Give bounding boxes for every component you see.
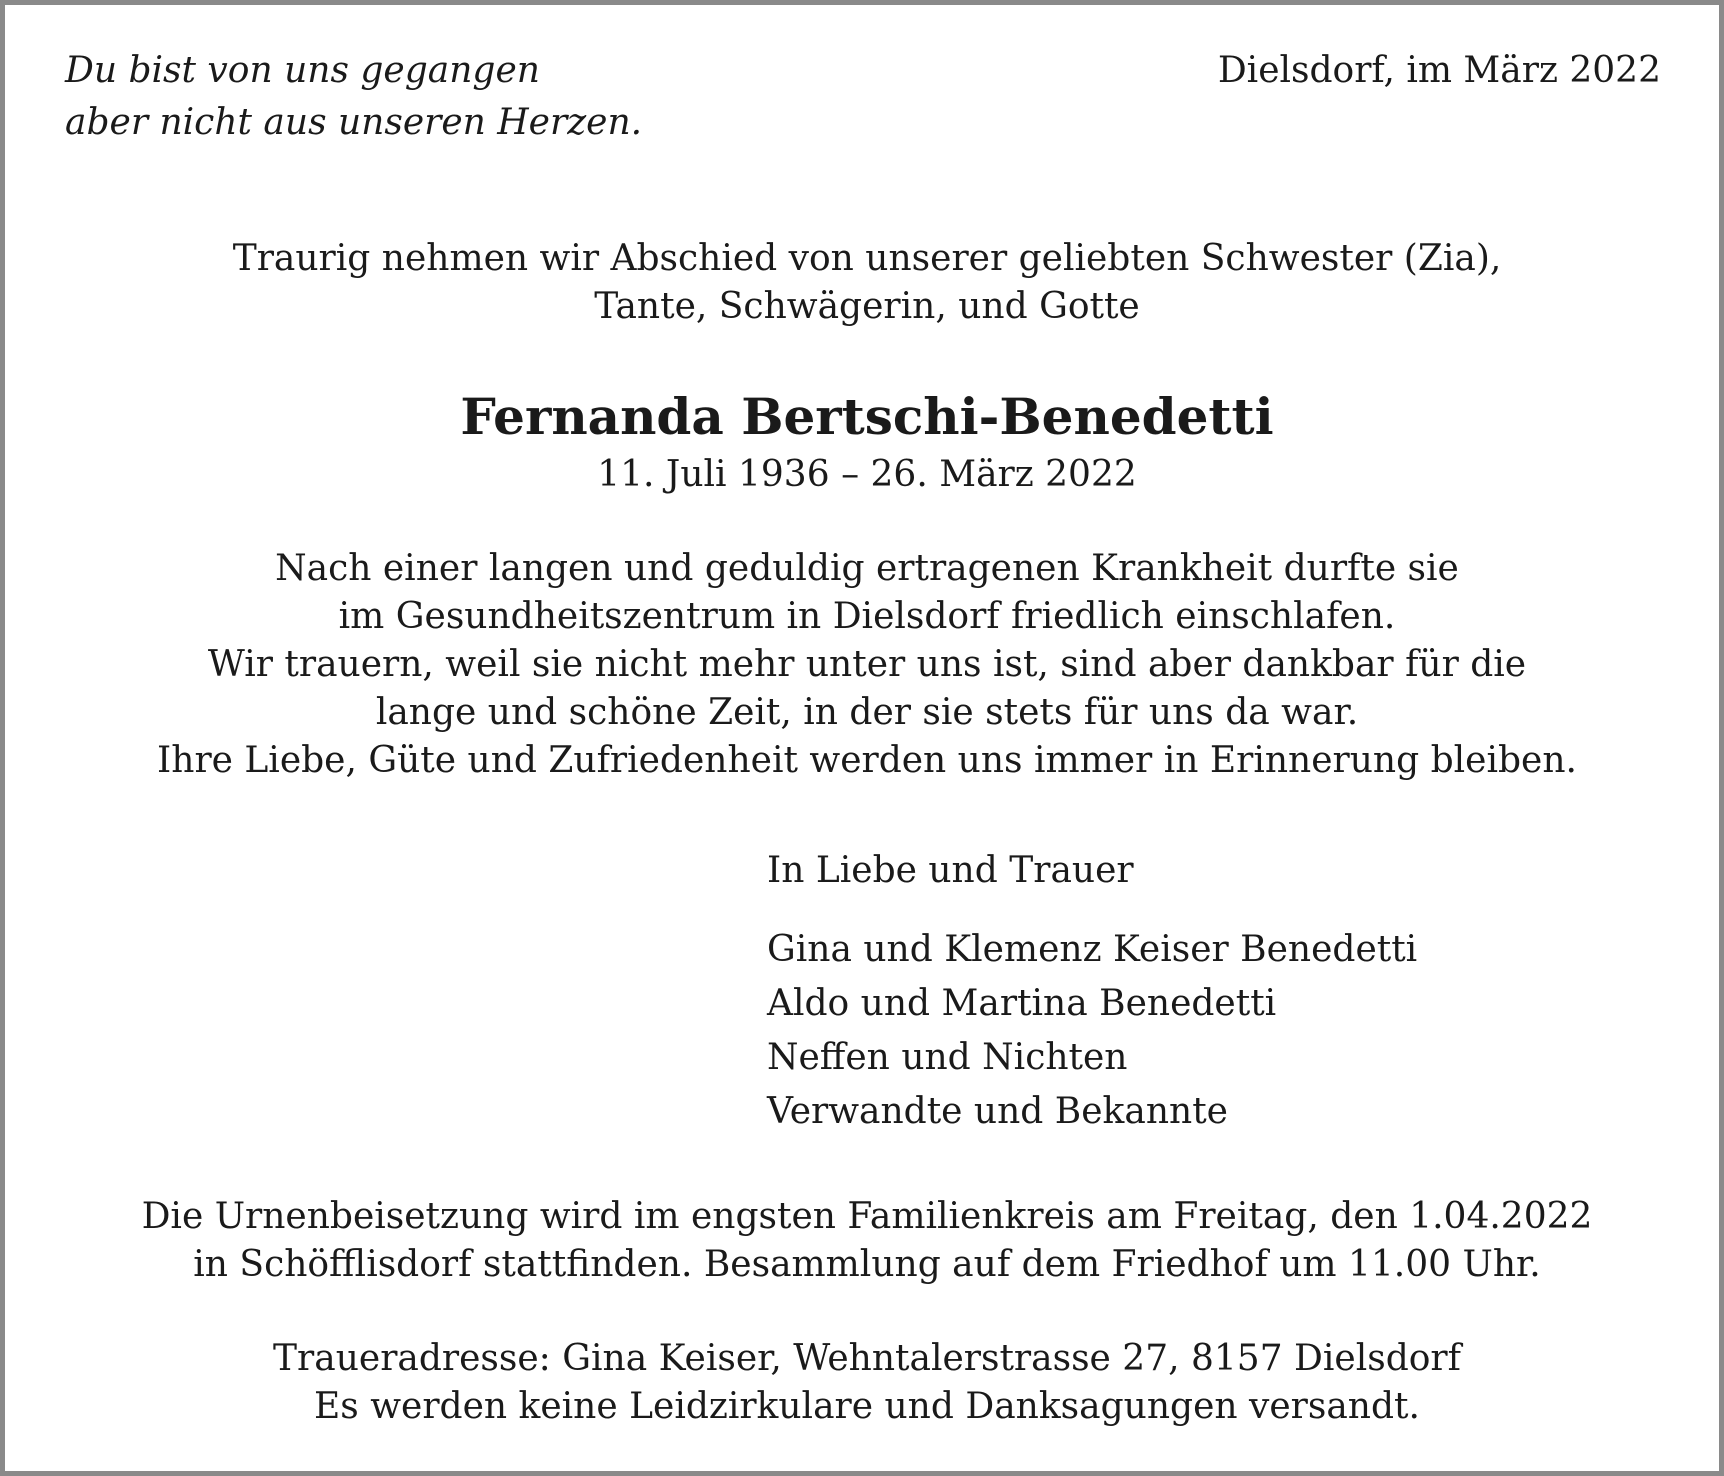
- motto-line: aber nicht aus unseren Herzen.: [65, 102, 643, 143]
- mourners-list: [767, 923, 1417, 1139]
- deceased-name: Fernanda Bertschi-Benedetti: [460, 387, 1274, 446]
- mourner: Neffen und Nichten: [767, 1037, 1128, 1078]
- mourner: Aldo und Martina Benedetti: [767, 983, 1277, 1024]
- funeral-info: [5, 1193, 1724, 1289]
- funeral-line: Die Urnenbeisetzung wird im engsten Familienkreis am Freitag, den 1.04.2022: [141, 1196, 1593, 1237]
- body-line: Wir trauern, weil sie nicht mehr unter uns ist, sind aber dankbar für die: [207, 644, 1527, 685]
- obituary-body: [5, 545, 1724, 785]
- intro-line: Tante, Schwägerin, und Gotte: [594, 286, 1140, 327]
- mourning-address: [5, 1335, 1724, 1431]
- address-line: Es werden keine Leidzirkulare und Danksagungen versandt.: [314, 1386, 1420, 1427]
- body-line: im Gesundheitszentrum in Dielsdorf friedlich einschlafen.: [338, 596, 1396, 637]
- intro-line: Traurig nehmen wir Abschied von unserer geliebten Schwester (Zia),: [232, 238, 1502, 279]
- mourner: Verwandte und Bekannte: [767, 1091, 1228, 1132]
- body-line: Nach einer langen und geduldig ertragenen Krankheit durfte sie: [275, 548, 1459, 589]
- motto-line: Du bist von uns gegangen: [65, 50, 540, 91]
- intro-text: [5, 235, 1724, 331]
- life-dates: 11. Juli 1936 – 26. März 2022: [597, 454, 1137, 495]
- mourner: Gina und Klemenz Keiser Benedetti: [767, 929, 1418, 970]
- body-line: Ihre Liebe, Güte und Zufriedenheit werden uns immer in Erinnerung bleiben.: [157, 740, 1577, 781]
- motto: [65, 45, 642, 149]
- funeral-line: in Schöfflisdorf stattfinden. Besammlung auf dem Friedhof um 11.00 Uhr.: [193, 1244, 1541, 1285]
- signoff: In Liebe und Trauer: [767, 850, 1134, 891]
- place-date: Dielsdorf, im März 2022: [1217, 50, 1661, 91]
- address-line: Traueradresse: Gina Keiser, Wehntalerstrasse 27, 8157 Dielsdorf: [273, 1338, 1461, 1379]
- body-line: lange und schöne Zeit, in der sie stets für uns da war.: [375, 692, 1359, 733]
